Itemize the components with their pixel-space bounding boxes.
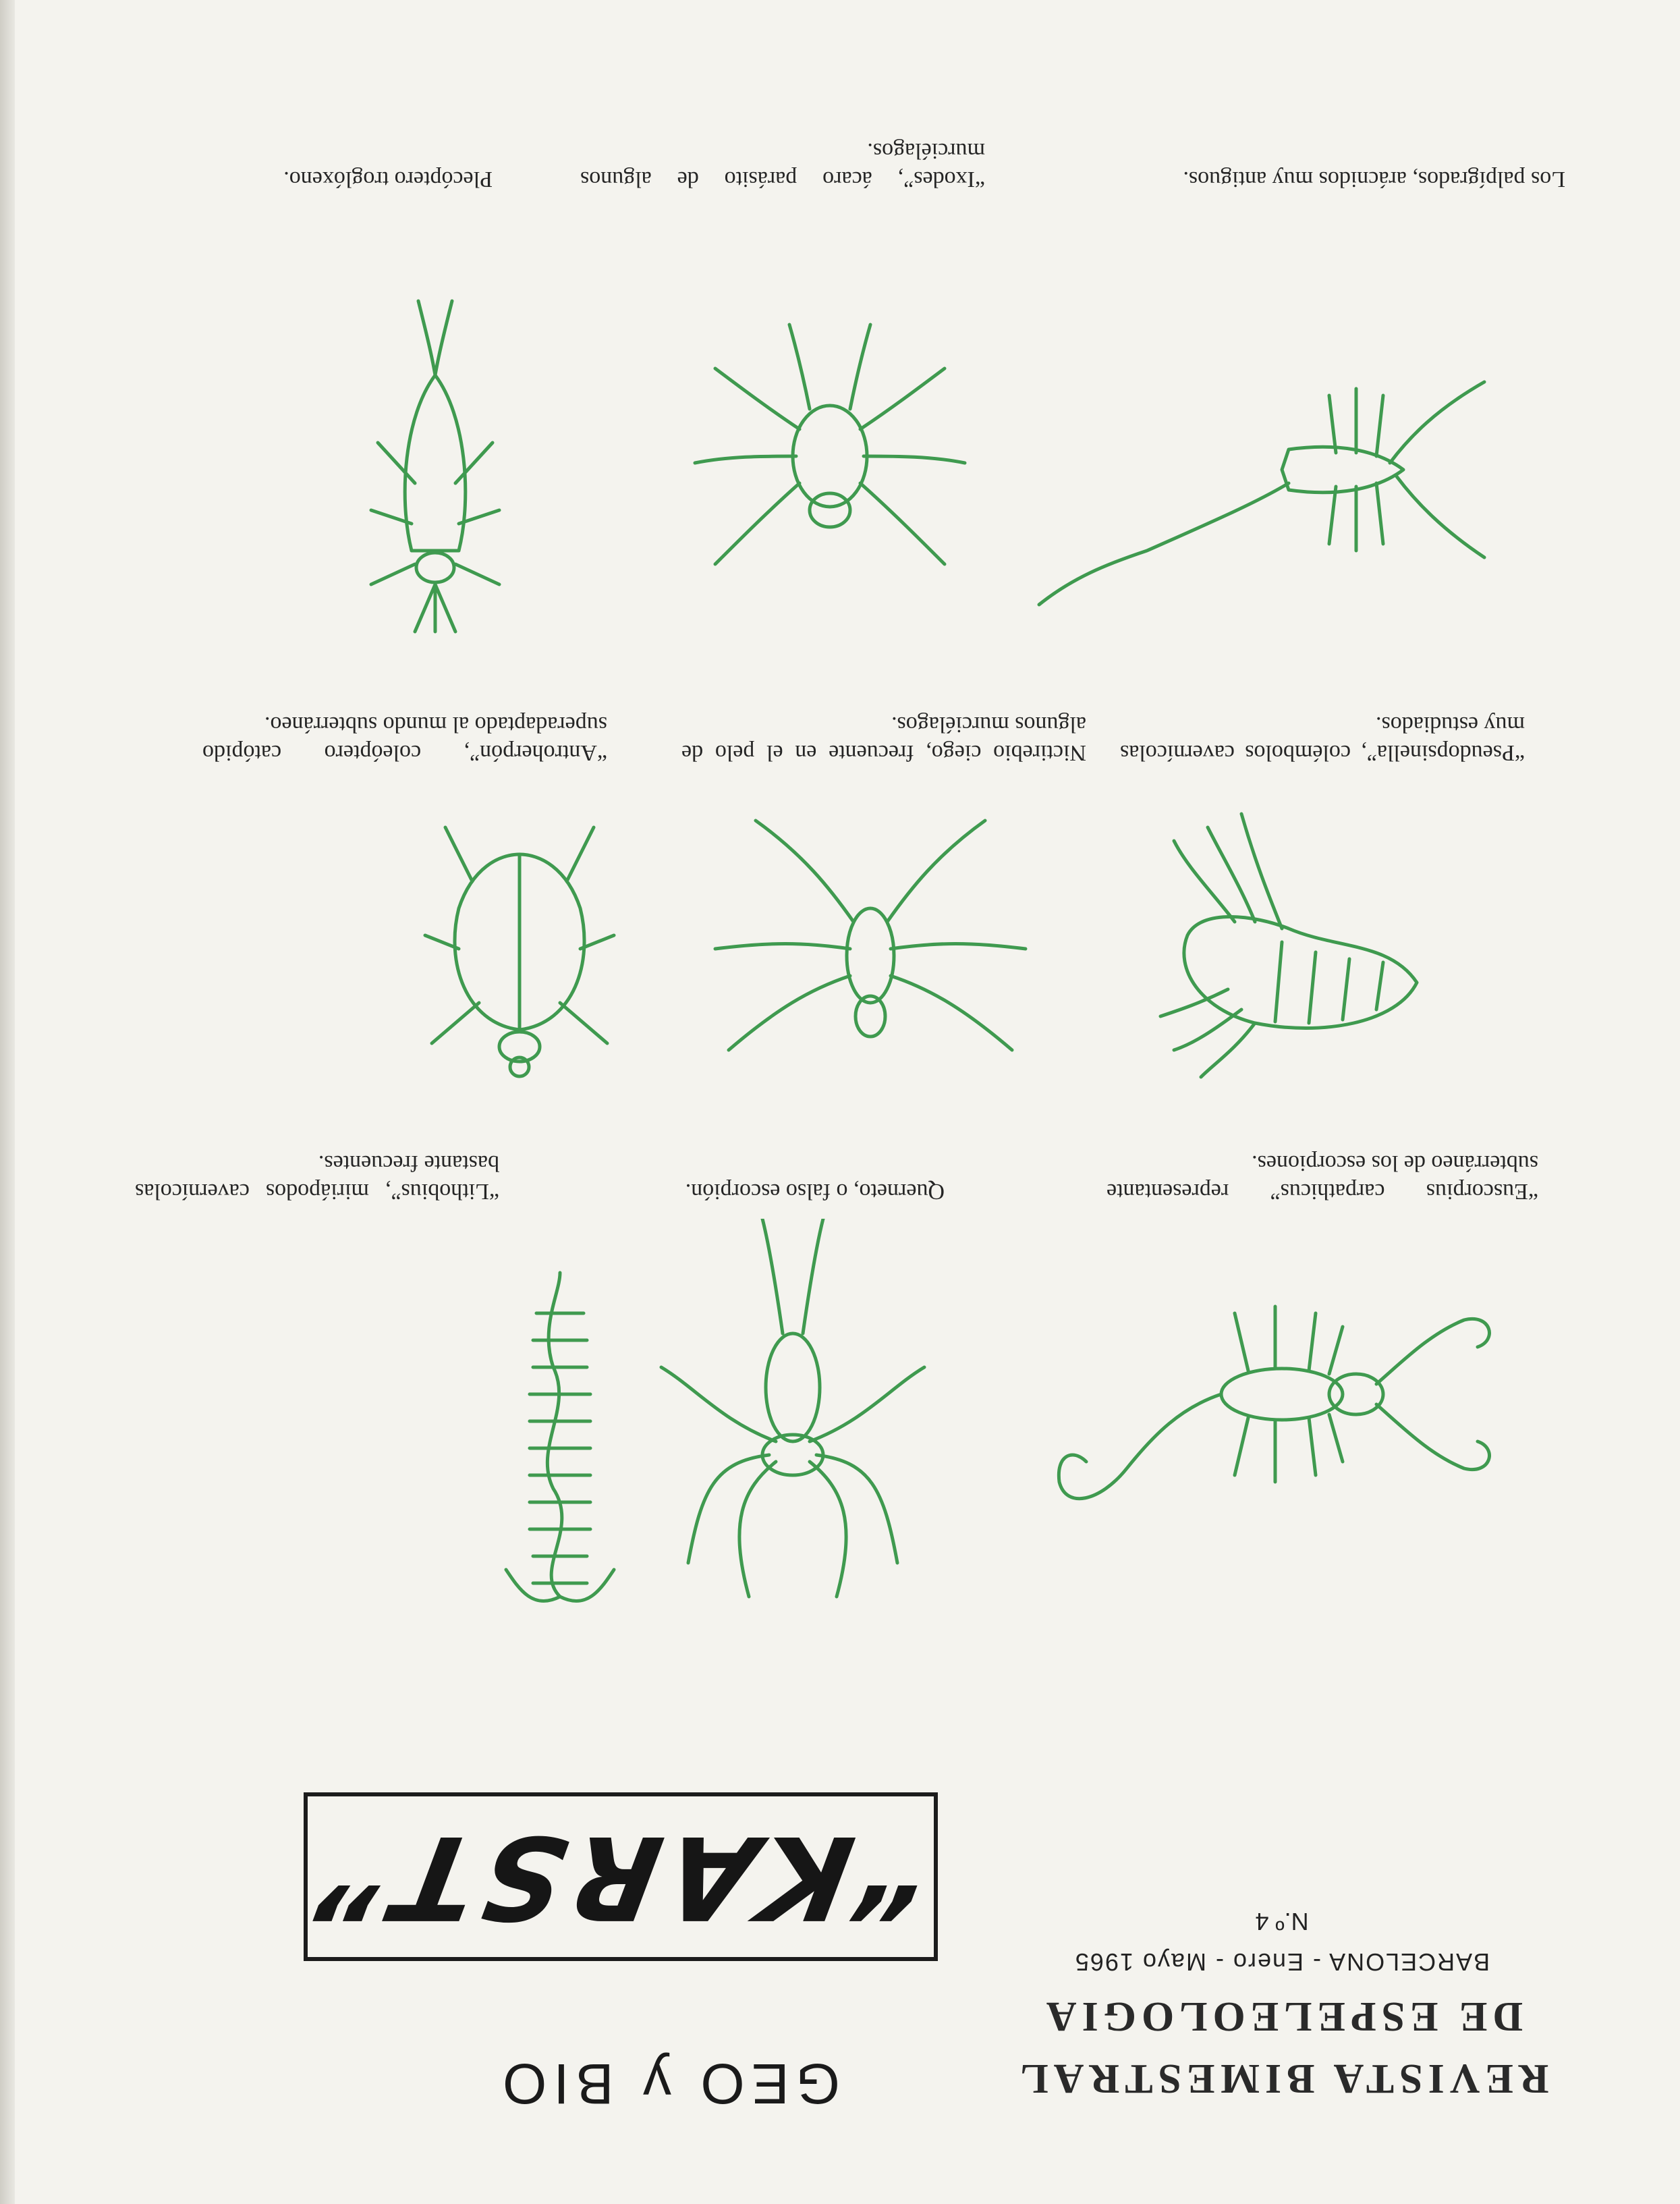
- palpigrade-illustration: [1019, 314, 1511, 625]
- magazine-title-line1: REVISTA BIMESTRAL: [1015, 2056, 1549, 2101]
- place-date: BARCELONA - Enero - Mayo 1965: [1073, 1948, 1490, 1976]
- karst-logo-box: [298, 1792, 944, 1961]
- scorpion-illustration: [1032, 1246, 1505, 1543]
- magazine-title-line2: DE ESPELEOLOGIA: [1040, 1993, 1523, 2039]
- tick-illustration: [688, 321, 972, 591]
- caption-harvestman: Querneto, o falso escorpión.: [685, 1179, 945, 1204]
- harvestman-illustration: [648, 1219, 938, 1624]
- caption-batfly: Nictirebio ciego, frecuente en el pelo de algunos murciélagos.: [681, 712, 1086, 765]
- stonefly-illustration: [358, 294, 513, 659]
- magazine-header: [978, 1907, 1586, 2110]
- karst-logo: “KARST”: [298, 1810, 944, 1944]
- page-edge-shadow: [0, 0, 15, 2204]
- caption-beetle: “Antroherpón”, coleóptero catópido superadaptado al mundo subterráneo.: [202, 712, 607, 765]
- caption-palpigrade: Los palpígrados, arácnidos muy antiguos.: [1183, 167, 1565, 192]
- beetle-illustration: [418, 800, 621, 1084]
- issue-number: N.º 4: [1255, 1908, 1309, 1935]
- springtail-illustration: [1133, 800, 1457, 1084]
- caption-tick: “Ixodes”, ácaro parásito de algunos murciélagos.: [580, 138, 985, 192]
- caption-springtail: “Pseudopsinella”, colémbolos cavernícolas muy estudiados.: [1120, 712, 1525, 765]
- masthead-subtitle: GEO y BIO: [495, 2052, 841, 2116]
- centipede-illustration: [493, 1266, 627, 1610]
- caption-centipede: “Lithobius”, miriápodos cavernícolas bastante frecuentes.: [135, 1151, 499, 1204]
- batfly-illustration: [702, 807, 1039, 1091]
- caption-scorpion: “Euscorpius carpathicus” representante subterráneo de los escorpiones.: [1107, 1151, 1538, 1204]
- caption-stonefly: Plecóptero troglóxeno.: [283, 167, 493, 192]
